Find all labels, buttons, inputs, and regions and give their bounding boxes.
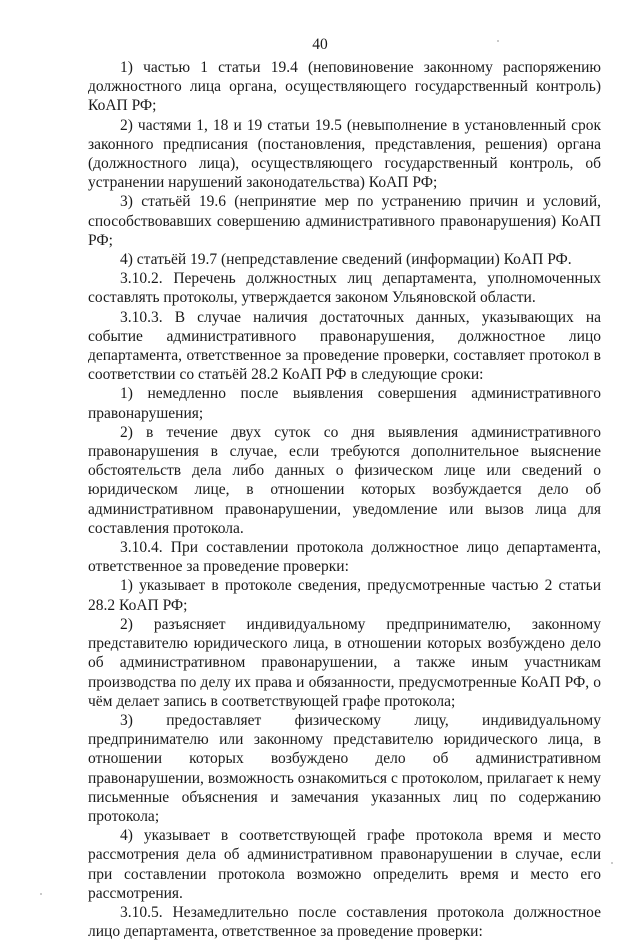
paragraph-3-10-4-item-3: 3) предоставляет физическому лицу, индивидуальному предпринимателю или законному представителю юридического лица, в отношении которых возбуждено дело об административном правонарушении, возможность ознакомиться с протоколом, прилагает к нему письменные объяснения и замечания указанных лиц по содержанию протокола; [88, 711, 601, 825]
paragraph-item-4-article-19-7: 4) статьёй 19.7 (непредставление сведений (информации) КоАП РФ. [120, 251, 572, 269]
paragraph-item-3-article-19-6: 3) статьёй 19.6 (непринятие мер по устранению причин и условий, способствовавших совершению административного правонарушения) КоАП РФ; [88, 193, 601, 249]
page-number: 40 [312, 36, 328, 53]
paragraph-3-10-4: 3.10.4. При составлении протокола должностное лицо департамента, ответственное за проведение проверки: [88, 539, 601, 576]
paragraph-3-10-2: 3.10.2. Перечень должностных лиц департамента, уполномоченных составлять протоколы, утверждается законом Ульяновской области. [88, 270, 601, 307]
scan-speck [611, 862, 613, 864]
scan-speck [40, 893, 42, 895]
scan-speck [497, 40, 499, 42]
document-body [88, 58, 601, 941]
paragraph-3-10-4-item-2: 2) разъясняет индивидуальному предпринимателю, законному представителю юридического лица, в отношении которых возбуждено дело об административном правонарушении, а также иным участникам производства по делу их права и обязанности, предусмотренные КоАП РФ, о чём делает запись в соответствующей графе протокола; [88, 615, 601, 710]
paragraph-3-10-3-item-2: 2) в течение двух суток со дня выявления административного правонарушения в случае, если требуются дополнительное выяснение обстоятельств дела либо данных о физическом лице или сведений о юридическом лице, в отношении которых возбуждается дело об административном правонарушении, уведомление или вызов лица для составления протокола. [88, 423, 601, 537]
paragraph-3-10-4-item-4: 4) указывает в соответствующей графе протокола время и место рассмотрения дела об административном правонарушении в случае, если при составлении протокола возможно определить время и место его рассмотрения. [88, 827, 601, 902]
paragraph-3-10-3-item-1: 1) немедленно после выявления совершения административного правонарушения; [88, 385, 601, 422]
paragraph-3-10-3: 3.10.3. В случае наличия достаточных данных, указывающих на событие административного правонарушения, должностное лицо департамента, ответственное за проведение проверки, составляет протокол в соответствии со статьёй 28.2 КоАП РФ в следующие сроки: [88, 308, 601, 384]
paragraph-3-10-5: 3.10.5. Незамедлительно после составления протокола должностное лицо департамента, ответственное за проведение проверки: [88, 903, 601, 941]
paragraph-3-10-4-item-1: 1) указывает в протоколе сведения, предусмотренные частью 2 статьи 28.2 КоАП РФ; [88, 577, 601, 614]
paragraph-item-2-article-19-5: 2) частями 1, 18 и 19 статьи 19.5 (невыполнение в установленный срок законного предписания (постановления, представления, решения) органа (должностного лица), осуществляющего государственный контроль, об устранении нарушений законодательства) КоАП РФ; [88, 116, 601, 192]
paragraph-item-1-part-1-article-19-4: 1) частью 1 статьи 19.4 (неповиновение законному распоряжению должностного лица органа, осуществляющего государственный контроль) КоАП РФ; [88, 59, 601, 115]
